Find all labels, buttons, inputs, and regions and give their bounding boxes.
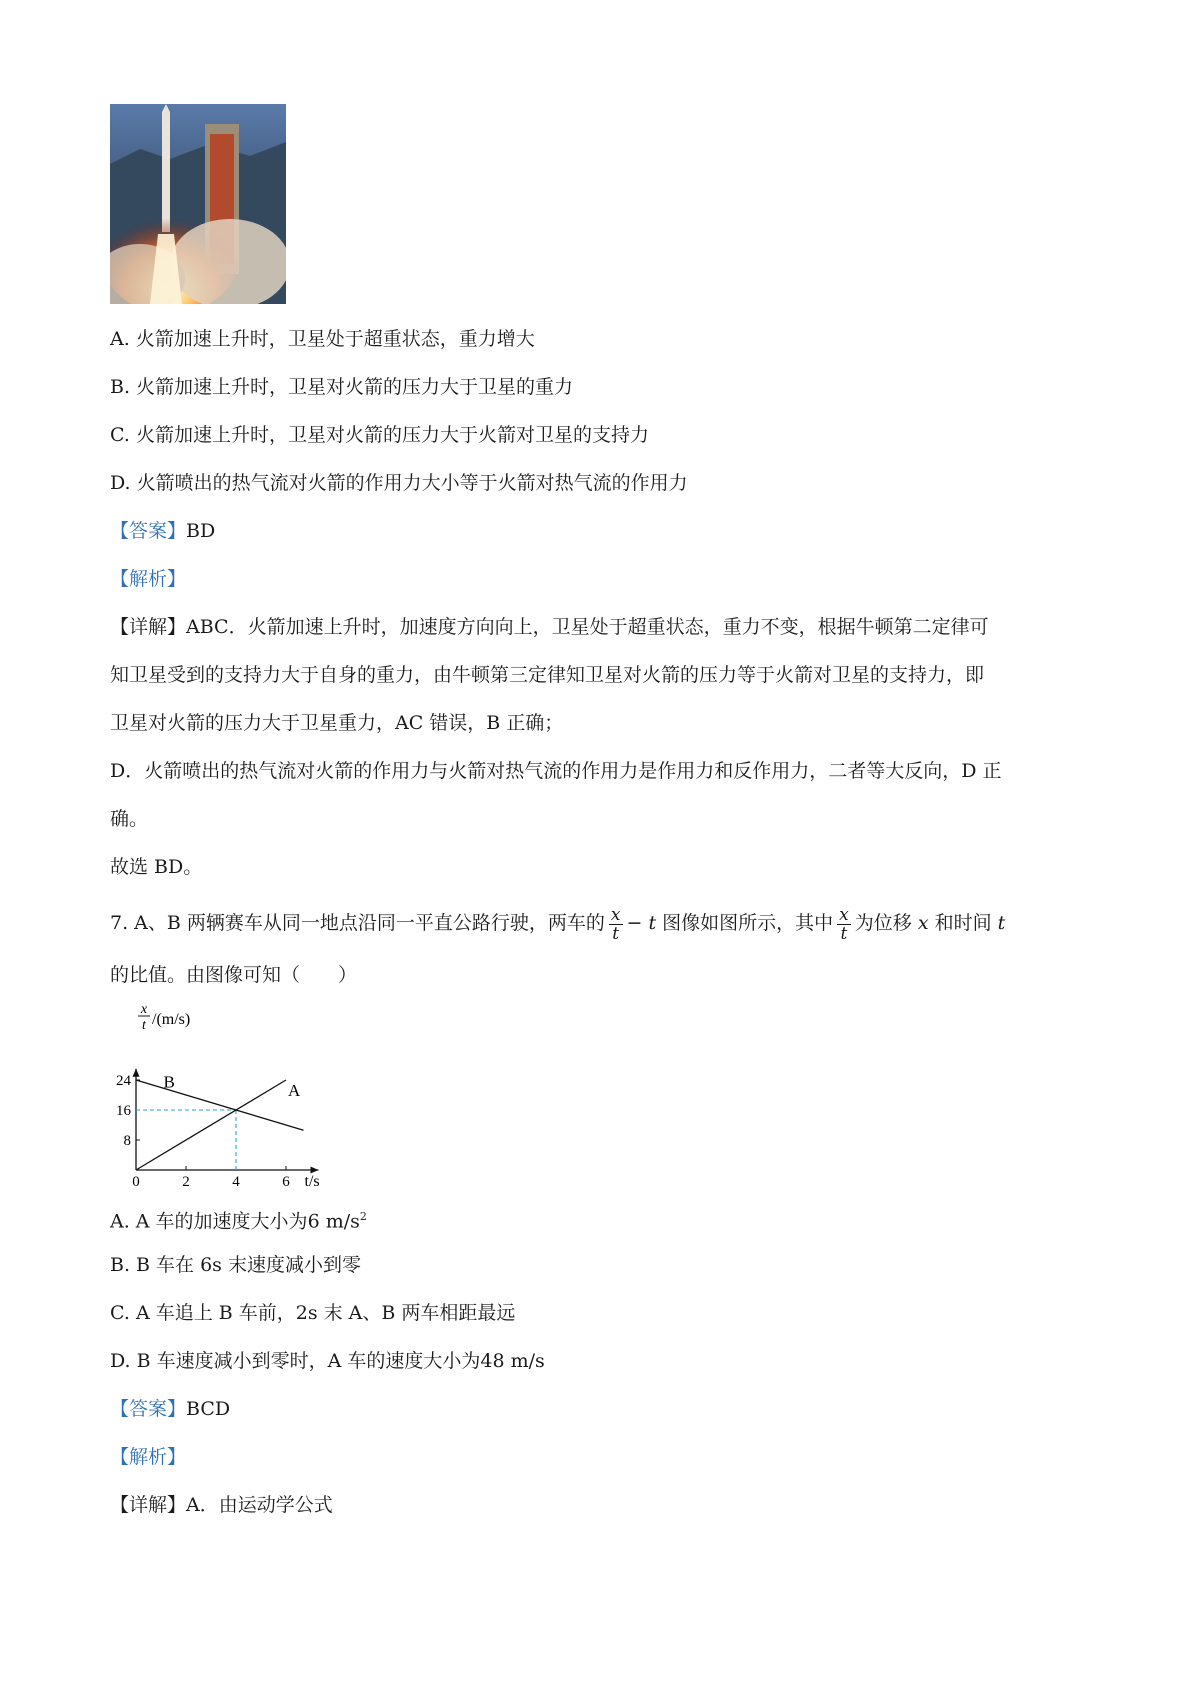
option-text: A. A 车的加速度大小为	[110, 1210, 308, 1233]
y-tick-label: 16	[116, 1103, 131, 1119]
q7-answer	[110, 1394, 230, 1424]
q6-detail-line-1	[110, 612, 989, 642]
q6-option-a: A. 火箭加速上升时，卫星处于超重状态，重力增大	[110, 328, 535, 350]
x-axis-label: t/s	[304, 1173, 320, 1190]
superscript: 2	[359, 1210, 367, 1223]
detail-tag: 【详解】	[110, 1494, 187, 1516]
q7-option-d	[110, 1346, 545, 1376]
x-tick-label: 0	[132, 1174, 140, 1190]
q7-stem-text: 和时间	[934, 912, 992, 934]
answer-value: BCD	[186, 1398, 231, 1420]
x-over-t-fraction	[837, 906, 851, 943]
q6-detail-line-6: 故选 BD。	[110, 856, 203, 878]
frac-num: x	[610, 904, 621, 925]
y-label-frac-den: t	[142, 1018, 146, 1033]
x-tick-label: 4	[232, 1174, 240, 1190]
q6-option-d: D. 火箭喷出的热气流对火箭的作用力大小等于火箭对热气流的作用力	[110, 472, 688, 494]
q7-stem-text: 为位移	[854, 912, 912, 934]
q7-stem-line-2: 的比值。由图像可知（ ）	[110, 964, 358, 986]
q6-answer	[110, 516, 215, 546]
series-label-b: B	[163, 1072, 175, 1092]
q7-analysis-tag: 【解析】	[110, 1446, 187, 1468]
x-over-t-fraction	[609, 906, 623, 943]
q6-detail-line-4: D．火箭喷出的热气流对火箭的作用力与火箭对热气流的作用力是作用力和反作用力，二者等大反向，D 正	[110, 760, 1002, 782]
q7-stem-text: 图像如图所示，其中	[662, 912, 834, 934]
y-tick-label: 24	[116, 1073, 131, 1089]
answer-tag: 【答案】	[110, 1398, 187, 1420]
x-tick-label: 2	[182, 1174, 190, 1190]
y-axis-arrow	[133, 1069, 140, 1077]
q6-detail-line-2: 知卫星受到的支持力大于自身的重力，由牛顿第三定律知卫星对火箭的压力等于火箭对卫星的支持力，即	[110, 664, 985, 686]
series-label-a: A	[288, 1081, 301, 1100]
y-label-unit: /(m/s)	[152, 1011, 191, 1028]
q7-option-a	[110, 1202, 367, 1236]
detail-text: A．由运动学公式	[186, 1494, 333, 1516]
frac-den: t	[612, 923, 620, 944]
q6-analysis-tag: 【解析】	[110, 568, 187, 590]
detail-text: ABC．火箭加速上升时，加速度方向向上，卫星处于超重状态，重力不变，根据牛顿第二定律可	[186, 616, 989, 638]
q7-stem-text: 7. A、B 两辆赛车从同一地点沿同一平直公路行驶，两车的	[110, 912, 605, 934]
rocket-launch-image	[110, 104, 286, 304]
series-line-b	[136, 1080, 304, 1130]
var-x: x	[917, 912, 929, 934]
q6-option-b: B. 火箭加速上升时，卫星对火箭的压力大于卫星的重力	[110, 376, 574, 398]
q6-detail-line-5: 确。	[110, 808, 149, 830]
answer-value: BD	[186, 520, 216, 542]
y-label-frac-num: x	[140, 1002, 148, 1017]
q6-option-c: C. 火箭加速上升时，卫星对火箭的压力大于火箭对卫星的支持力	[110, 424, 649, 446]
xt-t-graph	[106, 1000, 346, 1190]
x-tick-label: 6	[282, 1174, 290, 1190]
var-t: t	[997, 912, 1006, 934]
series-line-a	[136, 1080, 286, 1170]
detail-tag: 【详解】	[110, 616, 187, 638]
q7-option-b: B. B 车在 6s 末速度减小到零	[110, 1254, 361, 1276]
q7-option-c: C. A 车追上 B 车前，2s 末 A、B 两车相距最远	[110, 1302, 516, 1324]
frac-num: x	[839, 904, 849, 925]
minus-t: − t	[626, 912, 657, 934]
answer-tag: 【答案】	[110, 520, 187, 542]
option-value: 6 m/s	[307, 1210, 360, 1233]
y-tick-label: 8	[123, 1133, 131, 1149]
frac-den: t	[840, 923, 848, 944]
option-text: D. B 车速度减小到零时，A 车的速度大小为	[110, 1350, 481, 1372]
q6-detail-line-3: 卫星对火箭的压力大于卫星重力，AC 错误，B 正确；	[110, 712, 564, 734]
q7-detail-line-1	[110, 1490, 333, 1520]
q7-stem-line-1	[110, 900, 1005, 946]
option-value: 48 m/s	[480, 1350, 545, 1372]
